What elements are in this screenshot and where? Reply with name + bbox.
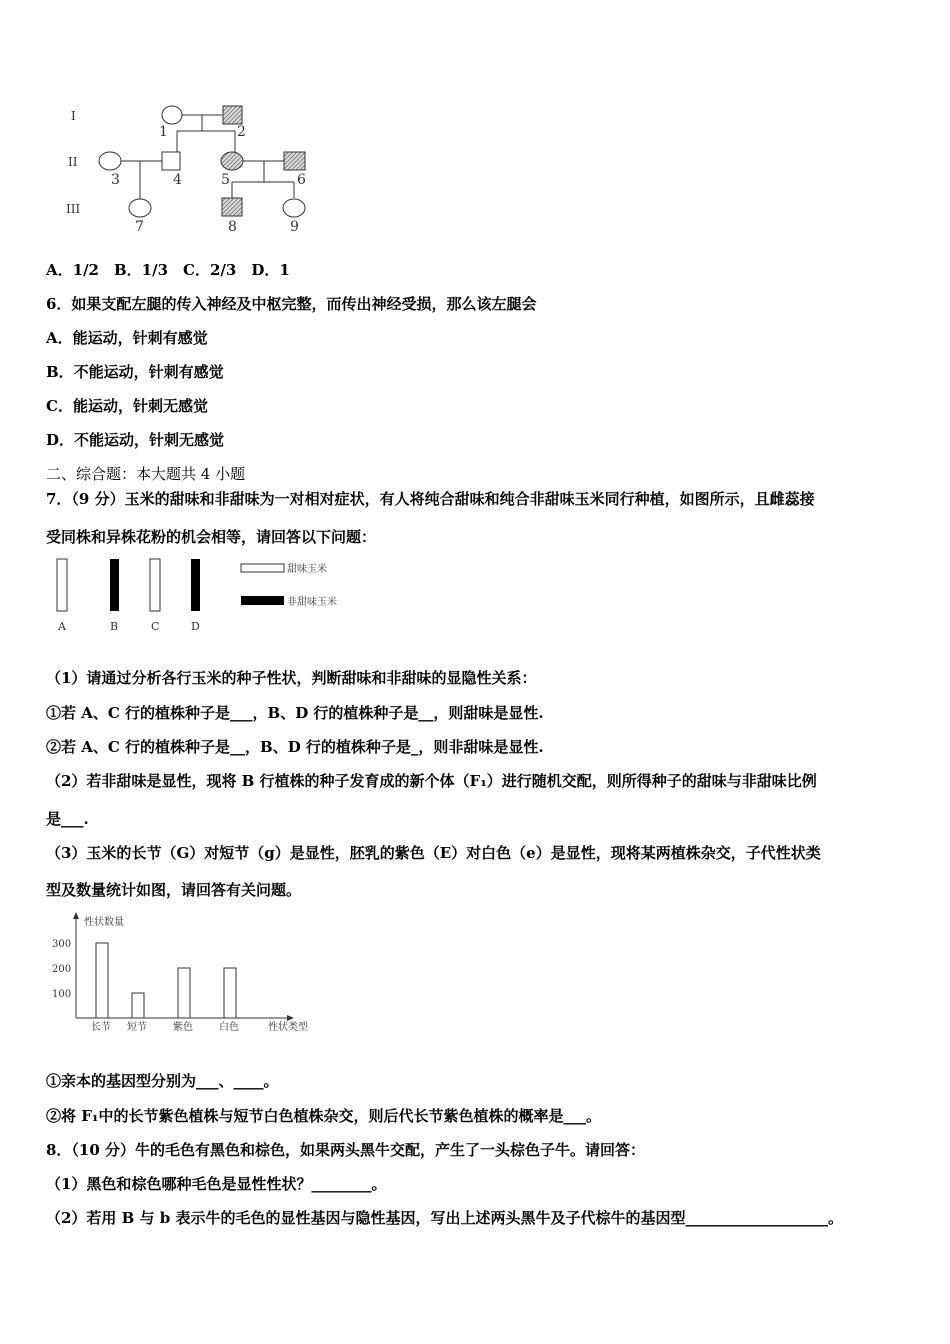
x-category-label: 白色 [219, 1022, 239, 1033]
q7-stem: 受同株和异株花粉的机会相等，请回答以下问题： [46, 528, 377, 546]
q6-option: A．能运动，针刺有感觉 [46, 329, 208, 347]
y-tick-label: 200 [52, 964, 72, 975]
ind-label: 7 [135, 219, 144, 235]
ind-label: 3 [111, 172, 120, 188]
ind-label: 5 [221, 172, 230, 188]
bar-2 [132, 993, 144, 1018]
ind-label: 4 [173, 172, 182, 188]
corn-rows-figure [50, 555, 360, 637]
row-b-nonsweet [110, 559, 119, 611]
legend-sweet-swatch [241, 564, 284, 572]
gen-label: III [66, 202, 81, 216]
q8-part2: （2）若用 B 与 b 表示牛的毛色的显性基因与隐性基因，写出上述两头黑牛及子代棕牛的基因型___________________。 [46, 1209, 843, 1227]
x-category-label: 短节 [127, 1022, 147, 1033]
q6-option: D．不能运动，针刺无感觉 [46, 431, 225, 449]
q7-part2: 是___. [46, 810, 89, 828]
ind-label: 1 [159, 124, 168, 140]
q7-part1b: ②若 A、C 行的植株种子是__，B、D 行的植株种子是_，则非甜味是显性. [46, 738, 544, 756]
row-c-sweet [150, 559, 160, 611]
trait-bar-chart [50, 908, 330, 1038]
q8-part1: （1）黑色和棕色哪种毛色是显性性状？________。 [46, 1175, 387, 1193]
individual-8 [222, 198, 242, 216]
q7-part3: （3）玉米的长节（G）对短节（g）是显性，胚乳的紫色（E）对白色（e）是显性，现将某两植株杂交，子代性状类 [46, 844, 821, 862]
gen-label: II [68, 155, 78, 169]
q7-part3: 型及数量统计如图，请回答有关问题。 [46, 881, 302, 899]
y-tick-label: 100 [52, 989, 72, 1000]
ind-label: 6 [297, 172, 306, 188]
individual-3 [99, 152, 121, 170]
x-category-label: 长节 [91, 1022, 111, 1033]
bar-3 [178, 968, 190, 1018]
row-label: A [58, 620, 66, 633]
row-label: B [110, 620, 119, 633]
pedigree-chart [60, 100, 320, 238]
q7-stem: 7．（9 分）玉米的甜味和非甜味为一对相对症状，有人将纯合甜味和纯合非甜味玉米同行种植，如图所示，且雌蕊接 [46, 490, 815, 508]
row-d-nonsweet [191, 559, 200, 611]
y-axis-label: 性状数量 [84, 917, 124, 928]
row-label: C [151, 620, 160, 633]
q6-stem: 6．如果支配左腿的传入神经及中枢完整，而传出神经受损，那么该左腿会 [46, 295, 537, 313]
bar-1 [96, 943, 108, 1018]
gen-label: I [71, 109, 76, 123]
individual-7 [129, 199, 151, 217]
q7-part1a: ①若 A、C 行的植株种子是___，B、D 行的植株种子是__，则甜味是显性. [46, 704, 544, 722]
q7-part2: （2）若非甜味是显性，现将 B 行植株的种子发育成的新个体（F₁）进行随机交配，则所得种子的甜味与非甜味比例 [46, 772, 817, 790]
q5-options: A．1/2 B．1/3 C．2/3 D．1 [46, 261, 290, 279]
individual-6 [284, 152, 305, 170]
legend-nonsweet-swatch [241, 596, 284, 605]
individual-1 [162, 106, 182, 124]
ind-label: 8 [228, 219, 237, 235]
individual-4 [162, 152, 180, 170]
row-a-sweet [57, 559, 67, 611]
individual-2 [223, 106, 242, 124]
q7-part1: （1）请通过分析各行玉米的种子性状，判断甜味和非甜味的显隐性关系： [46, 669, 537, 687]
individual-9 [283, 199, 305, 217]
q6-option: B．不能运动，针刺有感觉 [46, 363, 224, 381]
legend-nonsweet-label: 非甜味玉米 [287, 597, 337, 608]
section-title: 二、综合题：本大题共 4 小题 [46, 465, 246, 483]
ind-label: 9 [290, 219, 299, 235]
individual-5 [221, 152, 243, 170]
legend-sweet-label: 甜味玉米 [287, 564, 327, 575]
row-label: D [191, 620, 200, 633]
q7-part3b: ②将 F₁中的长节紫色植株与短节白色植株杂交，则后代长节紫色植株的概率是___。 [46, 1107, 601, 1125]
bar-4 [224, 968, 236, 1018]
ind-label: 2 [237, 124, 246, 140]
q7-part3a: ①亲本的基因型分别为___、____。 [46, 1072, 279, 1090]
q8-stem: 8．（10 分）牛的毛色有黑色和棕色，如果两头黑牛交配，产生了一头棕色子牛。请回答： [46, 1141, 646, 1159]
x-category-label: 紫色 [173, 1022, 193, 1033]
y-tick-label: 300 [52, 939, 72, 950]
x-axis-label: 性状类型 [268, 1022, 308, 1033]
q6-option: C．能运动，针刺无感觉 [46, 397, 208, 415]
